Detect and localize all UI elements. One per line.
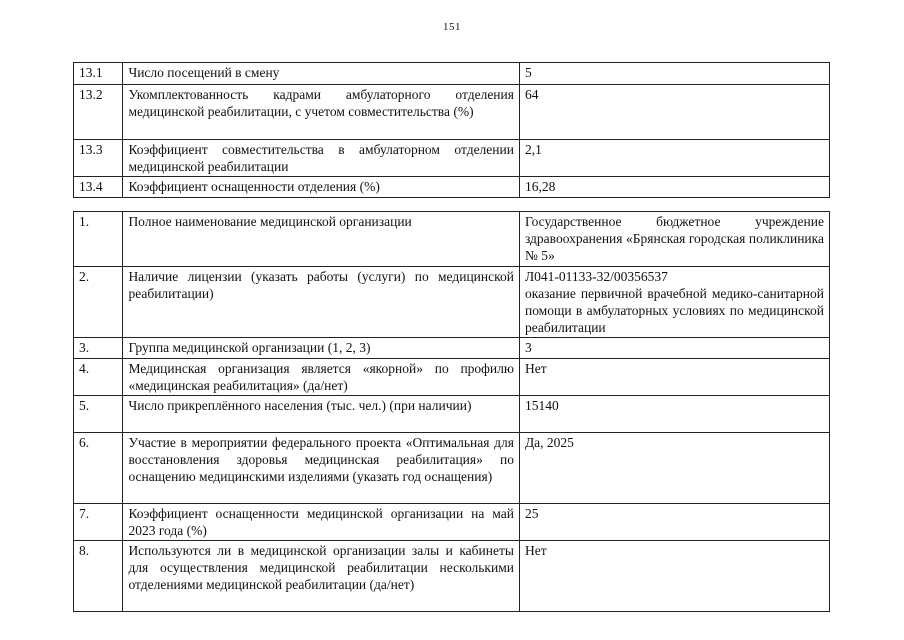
license-description: оказание первичной врачебной медико-санитарной помощи в амбулаторных условиях по медицинской реабилитации	[524, 286, 824, 335]
row-number: 4.	[74, 359, 123, 396]
row-label: Коэффициент оснащенности медицинской организации на май 2023 года (%)	[123, 504, 520, 541]
page-number: 151	[443, 21, 461, 33]
table-row	[74, 504, 830, 541]
row-value: Государственное бюджетное учреждение здравоохранения «Брянская городская поликлиника № 5»	[519, 212, 829, 267]
department-indicators-table	[73, 62, 830, 198]
row-number: 8.	[74, 541, 123, 612]
table-row	[74, 396, 830, 433]
row-label: Число прикреплённого населения (тыс. чел.) (при наличии)	[123, 396, 520, 433]
table-row	[74, 433, 830, 504]
row-value: 3	[519, 338, 829, 359]
license-number: Л041-01133-32/00356537	[524, 269, 668, 284]
table-row	[74, 140, 830, 177]
row-number: 6.	[74, 433, 123, 504]
table-row	[74, 359, 830, 396]
row-label: Медицинская организация является «якорной» по профилю «медицинская реабилитация» (да/нет)	[123, 359, 520, 396]
row-value: 2,1	[519, 140, 829, 177]
row-number: 13.4	[74, 177, 123, 198]
table-row	[74, 85, 830, 140]
row-value: 5	[519, 63, 829, 85]
row-number: 1.	[74, 212, 123, 267]
row-label: Участие в мероприятии федерального проекта «Оптимальная для восстановления здоровья медицинская реабилитация» по оснащению медицинскими изделиями (указать год оснащения)	[123, 433, 520, 504]
table-row	[74, 267, 830, 338]
row-number: 5.	[74, 396, 123, 433]
row-number: 7.	[74, 504, 123, 541]
row-label: Группа медицинской организации (1, 2, 3)	[123, 338, 520, 359]
row-number: 13.2	[74, 85, 123, 140]
table-row	[74, 541, 830, 612]
row-number: 3.	[74, 338, 123, 359]
row-value: 64	[519, 85, 829, 140]
table-row	[74, 177, 830, 198]
row-label: Число посещений в смену	[123, 63, 520, 85]
row-label: Коэффициент совместительства в амбулаторном отделении медицинской реабилитации	[123, 140, 520, 177]
row-label: Полное наименование медицинской организации	[123, 212, 520, 267]
row-value: 25	[519, 504, 829, 541]
row-label: Укомплектованность кадрами амбулаторного отделения медицинской реабилитации, с учетом совместительства (%)	[123, 85, 520, 140]
row-number: 13.3	[74, 140, 123, 177]
table-row	[74, 63, 830, 85]
row-number: 13.1	[74, 63, 123, 85]
row-label: Коэффициент оснащенности отделения (%)	[123, 177, 520, 198]
row-label: Используются ли в медицинской организации залы и кабинеты для осуществления медицинской реабилитации несколькими отделениями медицинской реабилитации (да/нет)	[123, 541, 520, 612]
row-value: 15140	[519, 396, 829, 433]
row-value: 16,28	[519, 177, 829, 198]
organization-info-table	[73, 211, 830, 612]
row-label: Наличие лицензии (указать работы (услуги) по медицинской реабилитации)	[123, 267, 520, 338]
row-value: Нет	[519, 359, 829, 396]
table-row	[74, 338, 830, 359]
row-value: Да, 2025	[519, 433, 829, 504]
table-row	[74, 212, 830, 267]
row-value: Нет	[519, 541, 829, 612]
row-value	[519, 267, 829, 338]
row-number: 2.	[74, 267, 123, 338]
